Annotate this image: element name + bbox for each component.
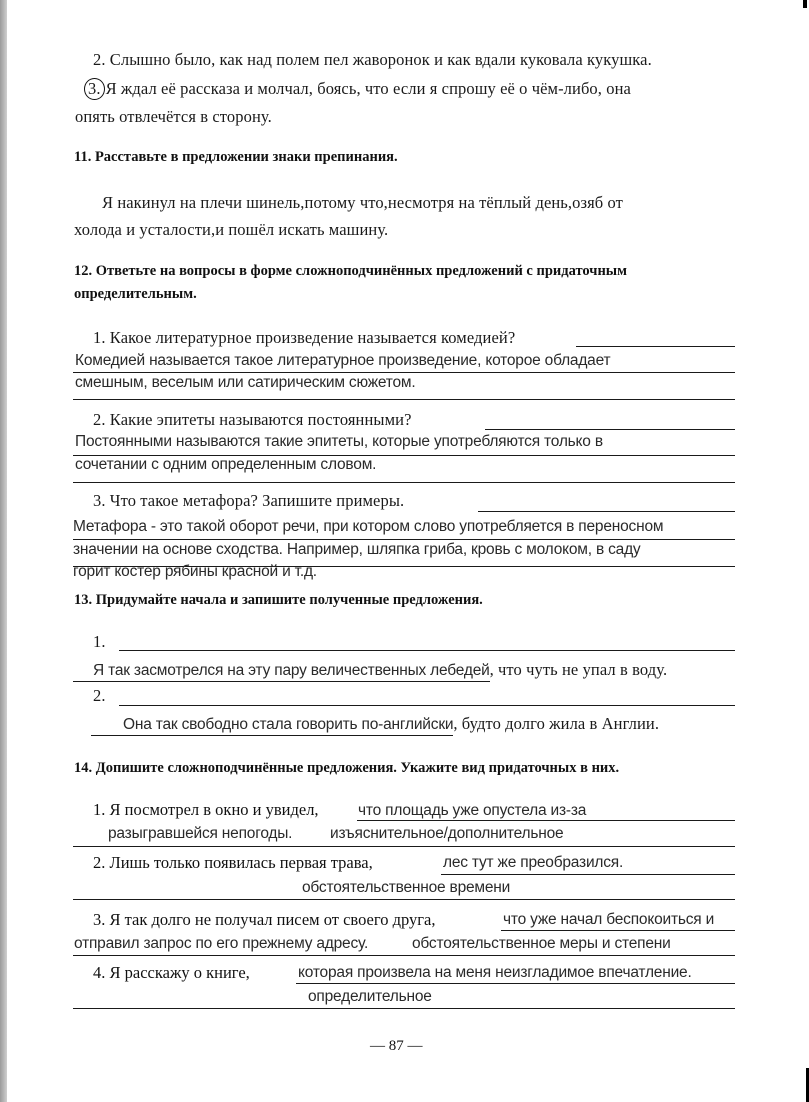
task14-item-1-prompt: 1. Я посмотрел в окно и увидел, — [93, 800, 319, 819]
answer-line — [73, 846, 735, 847]
task11-sentence-line1: Я накинул на плечи шинель,потому что,несмотря на тёплый день,озяб от — [102, 193, 623, 212]
scan-edge-left — [0, 0, 7, 1102]
answer-line — [576, 346, 735, 347]
task12-answer-2-line1[interactable]: Постоянными называются такие эпитеты, которые употребляются только в — [75, 433, 603, 450]
answer-line — [119, 650, 735, 651]
task11-sentence-line2: холода и усталости,и пошёл искать машину. — [74, 220, 389, 239]
answer-line — [73, 1008, 735, 1009]
task14-item-1-type[interactable]: изъяснительное/дополнительное — [330, 825, 564, 842]
answer-line — [73, 899, 735, 900]
answer-line — [485, 429, 735, 430]
answer-line — [73, 955, 735, 956]
prev-item-3-line1: Я ждал её рассказа и молчал, боясь, что если я спрошу её о чём-либо, она — [105, 79, 631, 98]
task11-heading: 11. Расставьте в предложении знаки препинания. — [74, 149, 398, 165]
task13-item-2 — [91, 714, 659, 736]
task12-answer-2-line2[interactable]: сочетании с одним определенным словом. — [75, 456, 377, 473]
task14-item-2-type[interactable]: обстоятельственное времени — [302, 879, 511, 896]
answer-line — [73, 399, 735, 400]
task12-answer-1-line2[interactable]: смешным, веселым или сатирическим сюжетом. — [75, 374, 416, 391]
task14-item-1-answer-line2[interactable]: разыгравшейся непогоды. — [108, 825, 293, 842]
answer-line — [501, 930, 735, 931]
task13-item-2-number: 2. — [93, 686, 106, 705]
answer-line — [357, 820, 735, 821]
task13-item-1-number: 1. — [93, 632, 106, 651]
task12-answer-3-line2[interactable]: значении на основе сходства. Например, шляпка гриба, кровь с молоком, в саду — [73, 541, 641, 558]
task14-item-4-prompt: 4. Я расскажу о книге, — [93, 963, 250, 982]
task14-item-4-type[interactable]: определительное — [308, 988, 432, 1005]
answer-line — [73, 482, 735, 483]
answer-line — [296, 983, 735, 984]
task14-heading: 14. Допишите сложноподчинённые предложения. Укажите вид придаточных в них. — [74, 760, 620, 776]
task14-item-3-prompt: 3. Я так долго не получал писем от своего друга, — [93, 910, 436, 929]
task14-item-3-answer[interactable]: что уже начал беспокоиться и — [503, 911, 715, 928]
task14-item-4-answer[interactable]: которая произвела на меня неизгладимое впечатление. — [298, 964, 692, 981]
task13-item-1-answer[interactable]: Я так засмотрелся на эту пару величественных лебедей — [73, 661, 490, 682]
prev-item-3 — [84, 78, 631, 100]
task14-item-3-type[interactable]: обстоятельственное меры и степени — [412, 935, 671, 952]
task12-question-3: 3. Что такое метафора? Запишите примеры. — [93, 491, 405, 510]
task12-question-1: 1. Какое литературное произведение называется комедией? — [93, 328, 516, 347]
page-number: — 87 — — [370, 1038, 423, 1054]
prev-item-2: 2. Слышно было, как над полем пел жаворонок и как вдали куковала кукушка. — [93, 50, 652, 69]
task12-heading-line2: определительным. — [74, 286, 197, 302]
task12-answer-3-line3[interactable]: горит костер рябины красной и т.д. — [73, 563, 317, 580]
task14-item-3-answer-line2[interactable]: отправил запрос по его прежнему адресу. — [74, 935, 369, 952]
task13-item-2-ending: , будто долго жила в Англии. — [453, 714, 660, 733]
scan-edge-right-top — [803, 0, 807, 8]
answer-line — [73, 372, 735, 373]
prev-item-3-line2: опять отвлечётся в сторону. — [75, 107, 272, 126]
task12-answer-3-line1[interactable]: Метафора - это такой оборот речи, при котором слово употребляется в переносном — [73, 518, 664, 535]
task13-heading: 13. Придумайте начала и запишите полученные предложения. — [74, 592, 483, 608]
task13-item-2-answer[interactable]: Она так свободно стала говорить по-английски — [91, 715, 453, 736]
task14-item-2-prompt: 2. Лишь только появилась первая трава, — [93, 853, 373, 872]
task13-item-1-ending: , что чуть не упал в воду. — [489, 660, 668, 679]
answer-line — [73, 539, 735, 540]
task14-item-2-answer[interactable]: лес тут же преобразился. — [443, 854, 624, 871]
answer-line — [119, 705, 735, 706]
task12-answer-1-line1[interactable]: Комедией называется такое литературное произведение, которое обладает — [75, 352, 611, 369]
answer-line — [441, 874, 735, 875]
answer-line — [478, 511, 735, 512]
task13-item-1 — [73, 660, 667, 682]
task12-heading-line1: 12. Ответьте на вопросы в форме сложноподчинённых предложений с придаточным — [74, 263, 627, 279]
task12-question-2: 2. Какие эпитеты называются постоянными? — [93, 410, 412, 429]
circled-marker: 3. — [84, 78, 105, 100]
task14-item-1-answer[interactable]: что площадь уже опустела из-за — [358, 802, 587, 819]
